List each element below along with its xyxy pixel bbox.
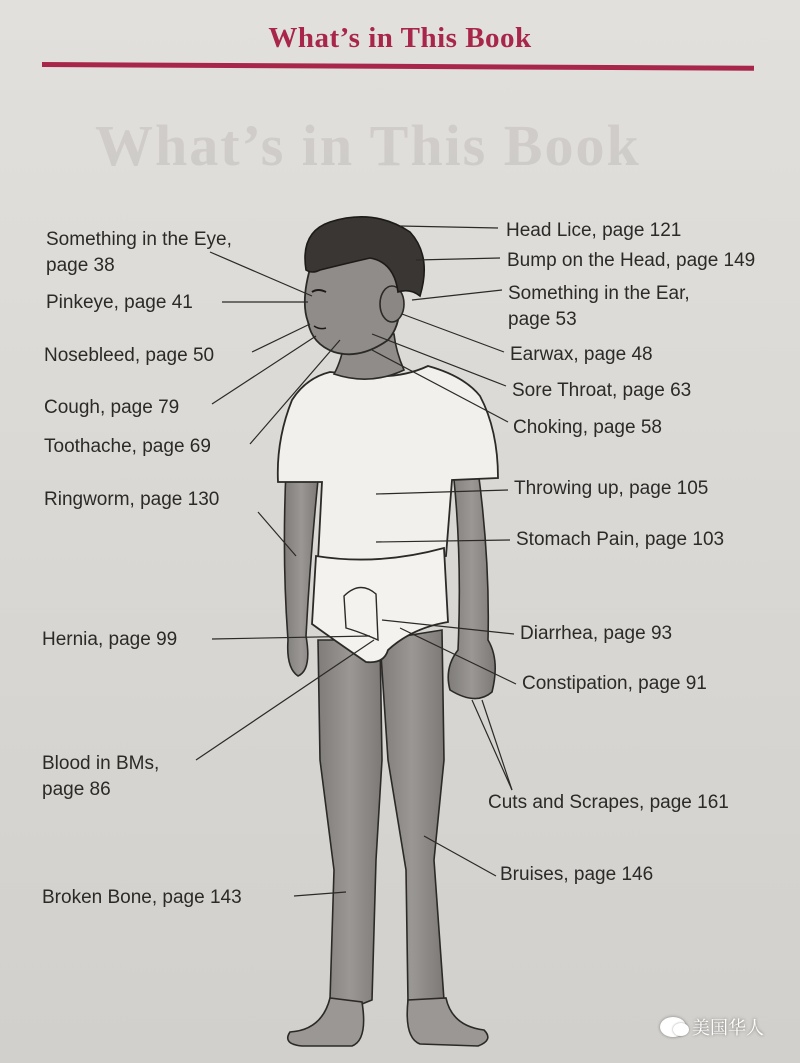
label-bruises: Bruises, page 146 <box>500 864 654 885</box>
legs <box>318 630 444 1010</box>
label-something-in-ear <box>508 281 690 333</box>
label-line: Blood in BMs, <box>42 753 160 774</box>
label-line: page 86 <box>42 779 111 800</box>
label-pinkeye: Pinkeye, page 41 <box>46 292 193 313</box>
page-title: What’s in This Book <box>268 22 532 54</box>
label-ringworm: Ringworm, page 130 <box>44 489 220 510</box>
label-choking: Choking, page 58 <box>513 417 662 438</box>
label-head-lice: Head Lice, page 121 <box>506 220 682 241</box>
label-line: Something in the Eye, <box>46 229 232 250</box>
label-line: Something in the Ear, <box>508 283 690 304</box>
label-bump-on-head: Bump on the Head, page 149 <box>507 250 756 271</box>
label-stomach-pain: Stomach Pain, page 103 <box>516 529 725 550</box>
label-sore-throat: Sore Throat, page 63 <box>512 380 692 401</box>
bleed-through-text: What’s in This Book <box>95 113 641 178</box>
watermark-text: 美国华人 <box>692 1018 764 1038</box>
label-line: page 53 <box>508 309 577 330</box>
label-diarrhea: Diarrhea, page 93 <box>520 623 673 644</box>
label-throwing-up: Throwing up, page 105 <box>514 478 709 499</box>
wechat-icon <box>660 1017 686 1037</box>
feet <box>288 998 488 1046</box>
label-constipation: Constipation, page 91 <box>522 673 707 694</box>
label-nosebleed: Nosebleed, page 50 <box>44 345 215 366</box>
label-something-in-eye <box>46 227 232 279</box>
label-blood-in-bms <box>42 751 159 803</box>
label-cuts-and-scrapes: Cuts and Scrapes, page 161 <box>488 792 729 813</box>
label-hernia: Hernia, page 99 <box>42 629 178 650</box>
label-line: page 38 <box>46 255 115 276</box>
watermark <box>660 1014 764 1040</box>
label-broken-bone: Broken Bone, page 143 <box>42 887 242 908</box>
label-cough: Cough, page 79 <box>44 397 180 418</box>
label-earwax: Earwax, page 48 <box>510 344 653 365</box>
label-toothache: Toothache, page 69 <box>44 436 211 457</box>
